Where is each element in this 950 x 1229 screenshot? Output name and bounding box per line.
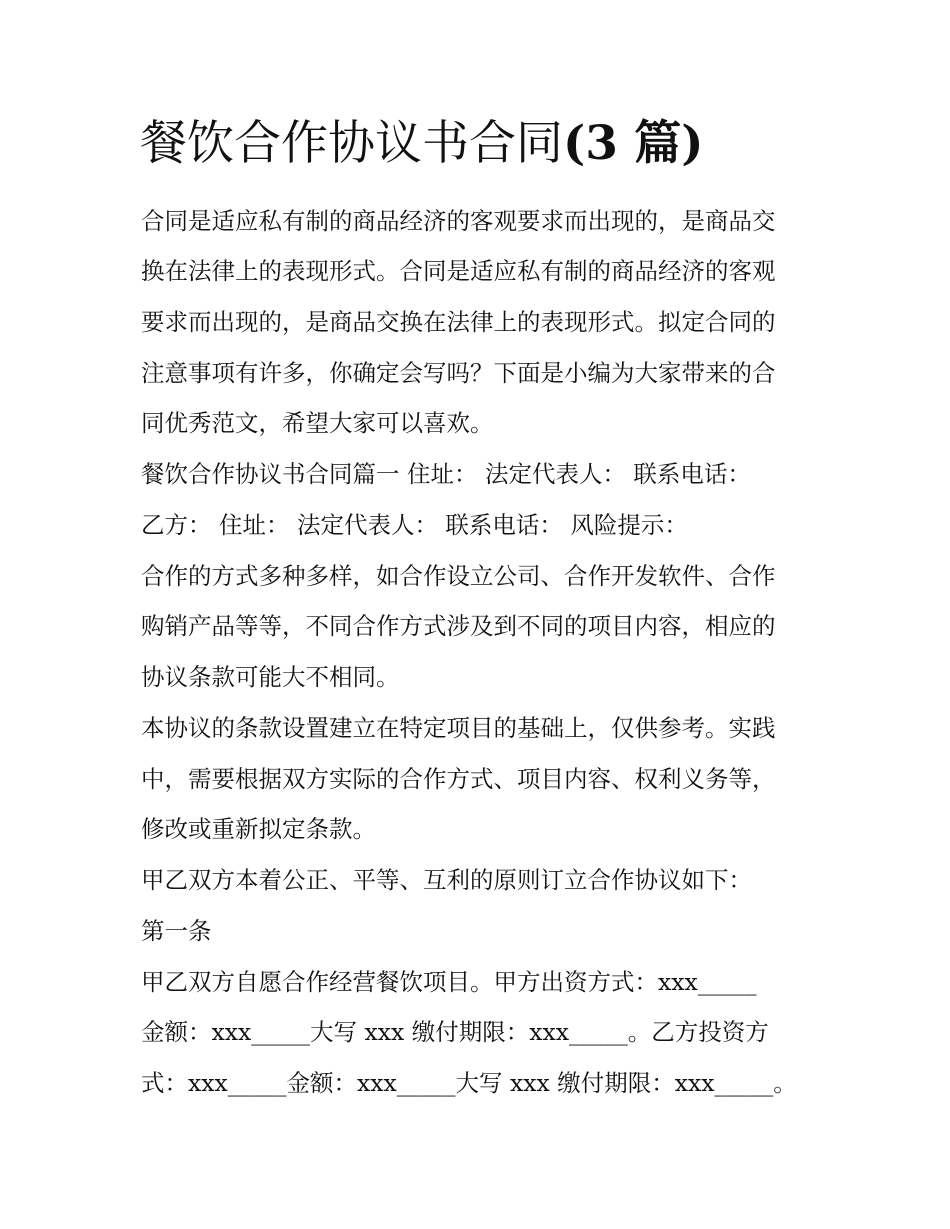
- body-line-5: 同优秀范文，希望大家可以喜欢。: [141, 409, 494, 437]
- body-line-4: 注意事项有许多，你确定会写吗？下面是小编为大家带来的合: [141, 359, 776, 387]
- body-line-15: 第一条: [141, 917, 212, 945]
- body-line-10: 协议条款可能大不相同。: [141, 663, 400, 691]
- body-line-9: 购销产品等等，不同合作方式涉及到不同的项目内容，相应的: [141, 612, 776, 640]
- document-title: [140, 112, 704, 176]
- title-main: 餐饮合作协议书合同: [140, 116, 563, 171]
- body-line-17: 金额：xxx_____大写 xxx 缴付期限：xxx_____。乙方投资方: [141, 1018, 769, 1046]
- body-line-3: 要求而出现的，是商品交换在法律上的表现形式。拟定合同的: [141, 308, 776, 336]
- body-line-8: 合作的方式多种多样，如合作设立公司、合作开发软件、合作: [141, 562, 776, 590]
- body-line-2: 换在法律上的表现形式。合同是适应私有制的商品经济的客观: [141, 257, 776, 285]
- body-line-6: 餐饮合作协议书合同篇一 住址： 法定代表人： 联系电话：: [141, 460, 751, 488]
- body-line-12: 中，需要根据双方实际的合作方式、项目内容、权利义务等，: [141, 765, 776, 793]
- body-line-18: 式：xxx_____金额：xxx_____大写 xxx 缴付期限：xxx_____。: [141, 1069, 797, 1097]
- body-line-16: 甲乙双方自愿合作经营餐饮项目。甲方出资方式：xxx_____: [141, 968, 757, 996]
- body-line-7: 乙方： 住址： 法定代表人： 联系电话： 风险提示：: [141, 511, 688, 539]
- body-line-1: 合同是适应私有制的商品经济的客观要求而出现的，是商品交: [141, 207, 776, 235]
- title-suffix: (3 篇): [563, 116, 704, 171]
- body-line-11: 本协议的条款设置建立在特定项目的基础上，仅供参考。实践: [141, 714, 776, 742]
- body-line-14: 甲乙双方本着公正、平等、互利的原则订立合作协议如下：: [141, 866, 752, 894]
- body-line-13: 修改或重新拟定条款。: [141, 815, 376, 843]
